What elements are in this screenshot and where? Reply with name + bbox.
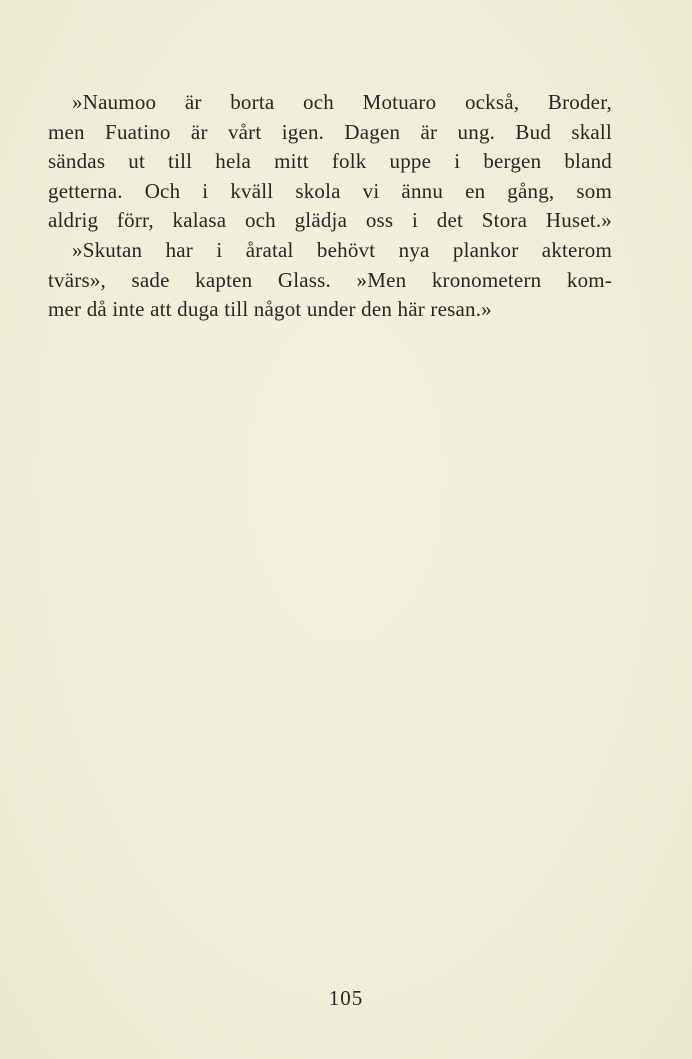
text-line: men Fuatino är vårt igen. Dagen är ung. Bud skall <box>48 119 612 144</box>
text-line: »Skutan har i åratal behövt nya plankor akterom <box>72 237 612 262</box>
text-line: getterna. Och i kväll skola vi ännu en gång, som <box>48 178 612 203</box>
text-line: mer då inte att duga till något under den här resan.» <box>48 297 492 322</box>
page-number: 105 <box>328 986 364 1010</box>
text-line: tvärs», sade kapten Glass. »Men kronometern kom- <box>48 267 612 292</box>
text-line: »Naumoo är borta och Motuaro också, Broder, <box>72 90 612 114</box>
text-line: aldrig förr, kalasa och glädja oss i det Stora Huset.» <box>48 208 612 233</box>
body-text <box>48 88 612 325</box>
text-line: sändas ut till hela mitt folk uppe i bergen bland <box>48 149 612 174</box>
